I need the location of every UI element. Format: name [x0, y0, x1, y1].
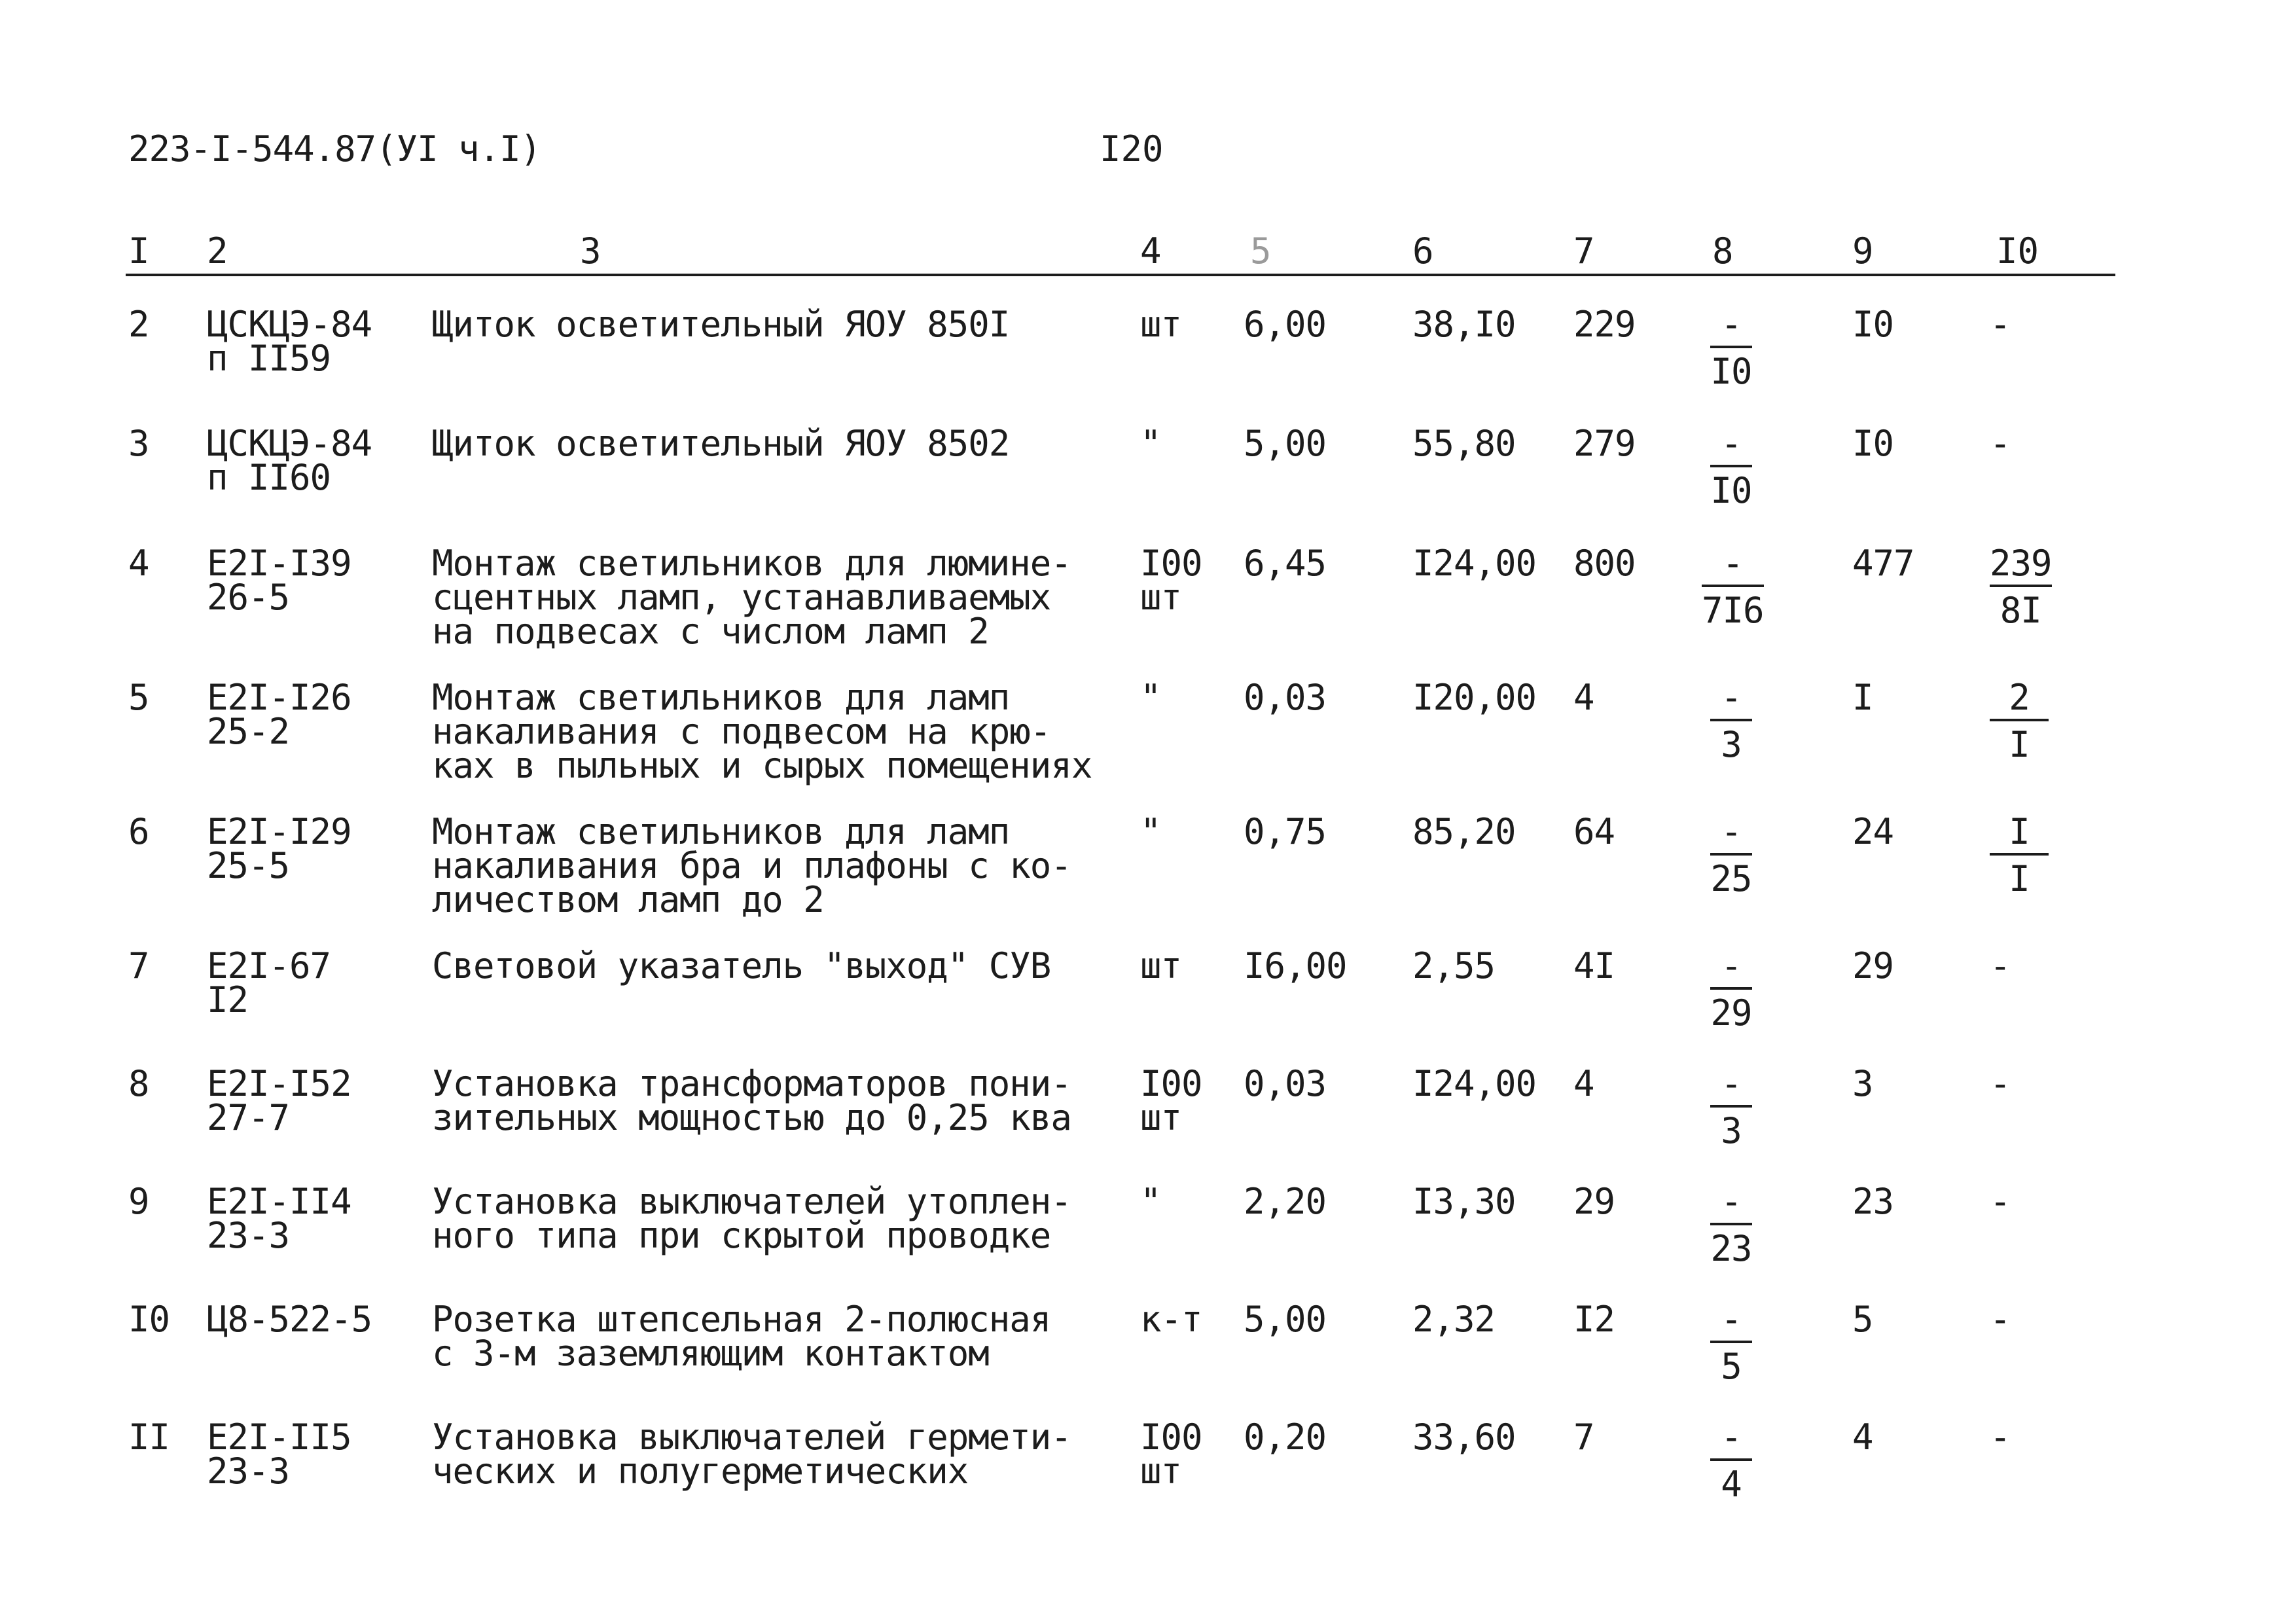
unit: I00 шт	[1140, 1416, 1202, 1492]
total-cost: 29	[1573, 1181, 1615, 1222]
unit-price: 2,32	[1412, 1299, 1496, 1340]
column-header-8: 8	[1712, 230, 1734, 272]
document-code: 223-I-544.87(УI ч.I)	[128, 128, 541, 170]
fraction-bar	[1710, 853, 1752, 856]
row-number: 8	[128, 1063, 149, 1104]
page-number: I20	[1100, 128, 1164, 170]
fraction-numerator: -	[1721, 811, 1742, 852]
fraction	[1710, 304, 1752, 392]
column-9-value: 23	[1852, 1181, 1894, 1222]
fraction-denominator: 3	[1721, 724, 1742, 765]
column-10-fraction	[1990, 677, 2049, 765]
fraction-numerator: -	[1721, 423, 1742, 464]
fraction-numerator: 2	[2009, 677, 2030, 718]
fraction-numerator: -	[1721, 304, 1742, 345]
fraction	[1710, 1416, 1752, 1505]
column-8-fraction	[1702, 1063, 1761, 1151]
column-header-9: 9	[1852, 230, 1874, 272]
fraction-denominator: 25	[1710, 858, 1752, 899]
column-8-fraction	[1702, 1299, 1761, 1387]
work-description: Установка трансформаторов пони- зительных мощностью до 0,25 ква	[432, 1063, 1071, 1138]
table-row	[0, 1416, 2296, 1532]
fraction-numerator: -	[1722, 543, 1744, 584]
column-10-value: -	[1990, 1181, 2011, 1222]
unit: "	[1140, 1181, 1161, 1222]
norm-code: Е2I-I26 25-2	[207, 677, 351, 752]
unit: I00 шт	[1140, 1063, 1202, 1138]
norm-code: Е2I-I29 25-5	[207, 811, 351, 886]
table-row	[0, 1299, 2296, 1414]
fraction	[1990, 811, 2049, 899]
quantity: 6,00	[1244, 304, 1327, 345]
column-10-value: -	[1990, 423, 2011, 464]
fraction-bar	[1702, 585, 1764, 587]
quantity: 0,75	[1244, 811, 1327, 852]
fraction-bar	[1710, 1105, 1752, 1108]
column-header-4: 4	[1140, 230, 1162, 272]
table-row	[0, 677, 2296, 792]
work-description: Монтаж светильников для ламп накаливания с подвесом на крю- ках в пыльных и сырых помещениях	[432, 677, 1092, 786]
norm-code: ЦСКЦЭ-84 п II60	[207, 423, 372, 498]
fraction-denominator: I	[2009, 724, 2030, 765]
fraction-numerator: -	[1721, 1416, 1742, 1458]
unit: I00 шт	[1140, 543, 1202, 618]
fraction-bar	[1710, 346, 1752, 348]
total-cost: 229	[1573, 304, 1636, 345]
fraction	[1702, 543, 1764, 631]
column-9-value: 3	[1852, 1063, 1873, 1104]
unit-price: 85,20	[1412, 811, 1516, 852]
total-cost: 4	[1573, 1063, 1594, 1104]
table-row	[0, 945, 2296, 1060]
fraction-bar	[1710, 987, 1752, 990]
column-9-value: 477	[1852, 543, 1914, 584]
fraction-denominator: 4	[1721, 1464, 1742, 1505]
column-9-value: 5	[1852, 1299, 1873, 1340]
unit-price: I3,30	[1412, 1181, 1516, 1222]
unit: к-т	[1140, 1299, 1202, 1340]
row-number: 9	[128, 1181, 149, 1222]
quantity: 0,03	[1244, 1063, 1327, 1104]
row-number: 5	[128, 677, 149, 718]
norm-code: Ц8-522-5	[207, 1299, 372, 1340]
total-cost: 4	[1573, 677, 1594, 718]
row-number: I0	[128, 1299, 170, 1340]
quantity: 0,20	[1244, 1416, 1327, 1458]
total-cost: 64	[1573, 811, 1615, 852]
fraction-bar	[1710, 465, 1752, 467]
fraction-bar	[1710, 719, 1752, 721]
quantity: 6,45	[1244, 543, 1327, 584]
quantity: 2,20	[1244, 1181, 1327, 1222]
row-number: 6	[128, 811, 149, 852]
work-description: Установка выключателей утоплен- ного типа при скрытой проводке	[432, 1181, 1071, 1256]
fraction-numerator: -	[1721, 677, 1742, 718]
column-header-2: 2	[207, 230, 228, 272]
unit: "	[1140, 811, 1161, 852]
norm-code: Е2I-I52 27-7	[207, 1063, 351, 1138]
fraction-denominator: 29	[1710, 992, 1752, 1034]
column-10-value: -	[1990, 1299, 2011, 1340]
work-description: Монтаж светильников для люмине- сцентных ламп, устанавливаемых на подвесах с числом ламп 2	[432, 543, 1071, 652]
fraction-denominator: I	[2009, 858, 2030, 899]
column-8-fraction	[1702, 677, 1761, 765]
column-header-3: 3	[580, 230, 601, 272]
total-cost: 4I	[1573, 945, 1615, 986]
unit: шт	[1140, 304, 1182, 345]
column-10-value: -	[1990, 304, 2011, 345]
total-cost: 279	[1573, 423, 1636, 464]
column-8-fraction	[1702, 304, 1761, 392]
unit-price: 38,I0	[1412, 304, 1516, 345]
column-10-value: -	[1990, 1416, 2011, 1458]
fraction-bar	[1710, 1458, 1752, 1461]
fraction-bar	[1710, 1341, 1752, 1343]
fraction-bar	[1710, 1223, 1752, 1225]
unit-price: 33,60	[1412, 1416, 1516, 1458]
fraction-numerator: -	[1721, 945, 1742, 986]
quantity: 5,00	[1244, 423, 1327, 464]
column-9-value: 4	[1852, 1416, 1873, 1458]
column-9-value: 29	[1852, 945, 1894, 986]
fraction-numerator: -	[1721, 1181, 1742, 1222]
norm-code: ЦСКЦЭ-84 п II59	[207, 304, 372, 379]
table-row	[0, 304, 2296, 419]
fraction	[1710, 1181, 1752, 1269]
unit-price: 55,80	[1412, 423, 1516, 464]
quantity: 0,03	[1244, 677, 1327, 718]
quantity: 5,00	[1244, 1299, 1327, 1340]
table-row	[0, 543, 2296, 658]
unit: шт	[1140, 945, 1182, 986]
fraction	[1710, 1063, 1752, 1151]
work-description: Розетка штепсельная 2-полюсная с 3-м заземляющим контактом	[432, 1299, 1051, 1374]
column-8-fraction	[1702, 1416, 1761, 1505]
row-number: 2	[128, 304, 149, 345]
column-header-10: I0	[1996, 230, 2039, 272]
unit-price: I24,00	[1412, 1063, 1537, 1104]
work-description: Монтаж светильников для ламп накаливания бра и плафоны с ко- личеством ламп до 2	[432, 811, 1071, 920]
column-9-value: 24	[1852, 811, 1894, 852]
fraction-bar	[1990, 719, 2049, 721]
column-header-7: 7	[1573, 230, 1595, 272]
work-description: Щиток осветительный ЯОУ 8502	[432, 423, 1010, 464]
column-10-value: -	[1990, 945, 2011, 986]
work-description: Световой указатель "выход" СУВ	[432, 945, 1051, 986]
column-header-5: 5	[1250, 230, 1272, 272]
table-row	[0, 1063, 2296, 1178]
column-9-value: I0	[1852, 304, 1894, 345]
fraction	[1990, 543, 2052, 631]
fraction-denominator: 8I	[2000, 590, 2041, 631]
row-number: 7	[128, 945, 149, 986]
fraction	[1710, 677, 1752, 765]
row-number: II	[128, 1416, 170, 1458]
column-10-fraction	[1990, 811, 2049, 899]
fraction	[1990, 677, 2049, 765]
column-8-fraction	[1702, 1181, 1761, 1269]
unit: "	[1140, 677, 1161, 718]
column-8-fraction	[1702, 543, 1764, 631]
total-cost: I2	[1573, 1299, 1615, 1340]
fraction-denominator: I0	[1710, 351, 1752, 392]
column-9-value: I0	[1852, 423, 1894, 464]
row-number: 3	[128, 423, 149, 464]
column-10-fraction	[1990, 543, 2052, 631]
column-8-fraction	[1702, 945, 1761, 1034]
unit-price: I20,00	[1412, 677, 1537, 718]
fraction-denominator: 3	[1721, 1110, 1742, 1151]
quantity: I6,00	[1244, 945, 1347, 986]
norm-code: Е2I-67 I2	[207, 945, 331, 1020]
column-8-fraction	[1702, 811, 1761, 899]
work-description: Установка выключателей гермети- ческих и полугерметических	[432, 1416, 1071, 1492]
fraction	[1710, 1299, 1752, 1387]
total-cost: 800	[1573, 543, 1636, 584]
column-header-1: I	[128, 230, 150, 272]
fraction-denominator: I0	[1710, 470, 1752, 511]
unit-price: I24,00	[1412, 543, 1537, 584]
column-10-value: -	[1990, 1063, 2011, 1104]
unit: "	[1140, 423, 1161, 464]
table-row	[0, 811, 2296, 926]
column-9-value: I	[1852, 677, 1873, 718]
work-description: Щиток осветительный ЯОУ 850I	[432, 304, 1010, 345]
norm-code: Е2I-II4 23-3	[207, 1181, 351, 1256]
fraction-denominator: 7I6	[1702, 590, 1764, 631]
fraction-numerator: -	[1721, 1299, 1742, 1340]
fraction	[1710, 811, 1752, 899]
fraction-numerator: I	[2009, 811, 2030, 852]
total-cost: 7	[1573, 1416, 1594, 1458]
fraction-numerator: -	[1721, 1063, 1742, 1104]
fraction-bar	[1990, 585, 2052, 587]
column-header-6: 6	[1412, 230, 1434, 272]
column-8-fraction	[1702, 423, 1761, 511]
fraction-bar	[1990, 853, 2049, 856]
table-row	[0, 423, 2296, 538]
fraction-denominator: 23	[1710, 1228, 1752, 1269]
norm-code: Е2I-I39 26-5	[207, 543, 351, 618]
fraction	[1710, 945, 1752, 1034]
fraction-denominator: 5	[1721, 1346, 1742, 1387]
fraction-numerator: 239	[1990, 543, 2052, 584]
fraction	[1710, 423, 1752, 511]
header-rule	[126, 274, 2115, 276]
row-number: 4	[128, 543, 149, 584]
norm-code: Е2I-II5 23-3	[207, 1416, 351, 1492]
table-row	[0, 1181, 2296, 1296]
unit-price: 2,55	[1412, 945, 1496, 986]
